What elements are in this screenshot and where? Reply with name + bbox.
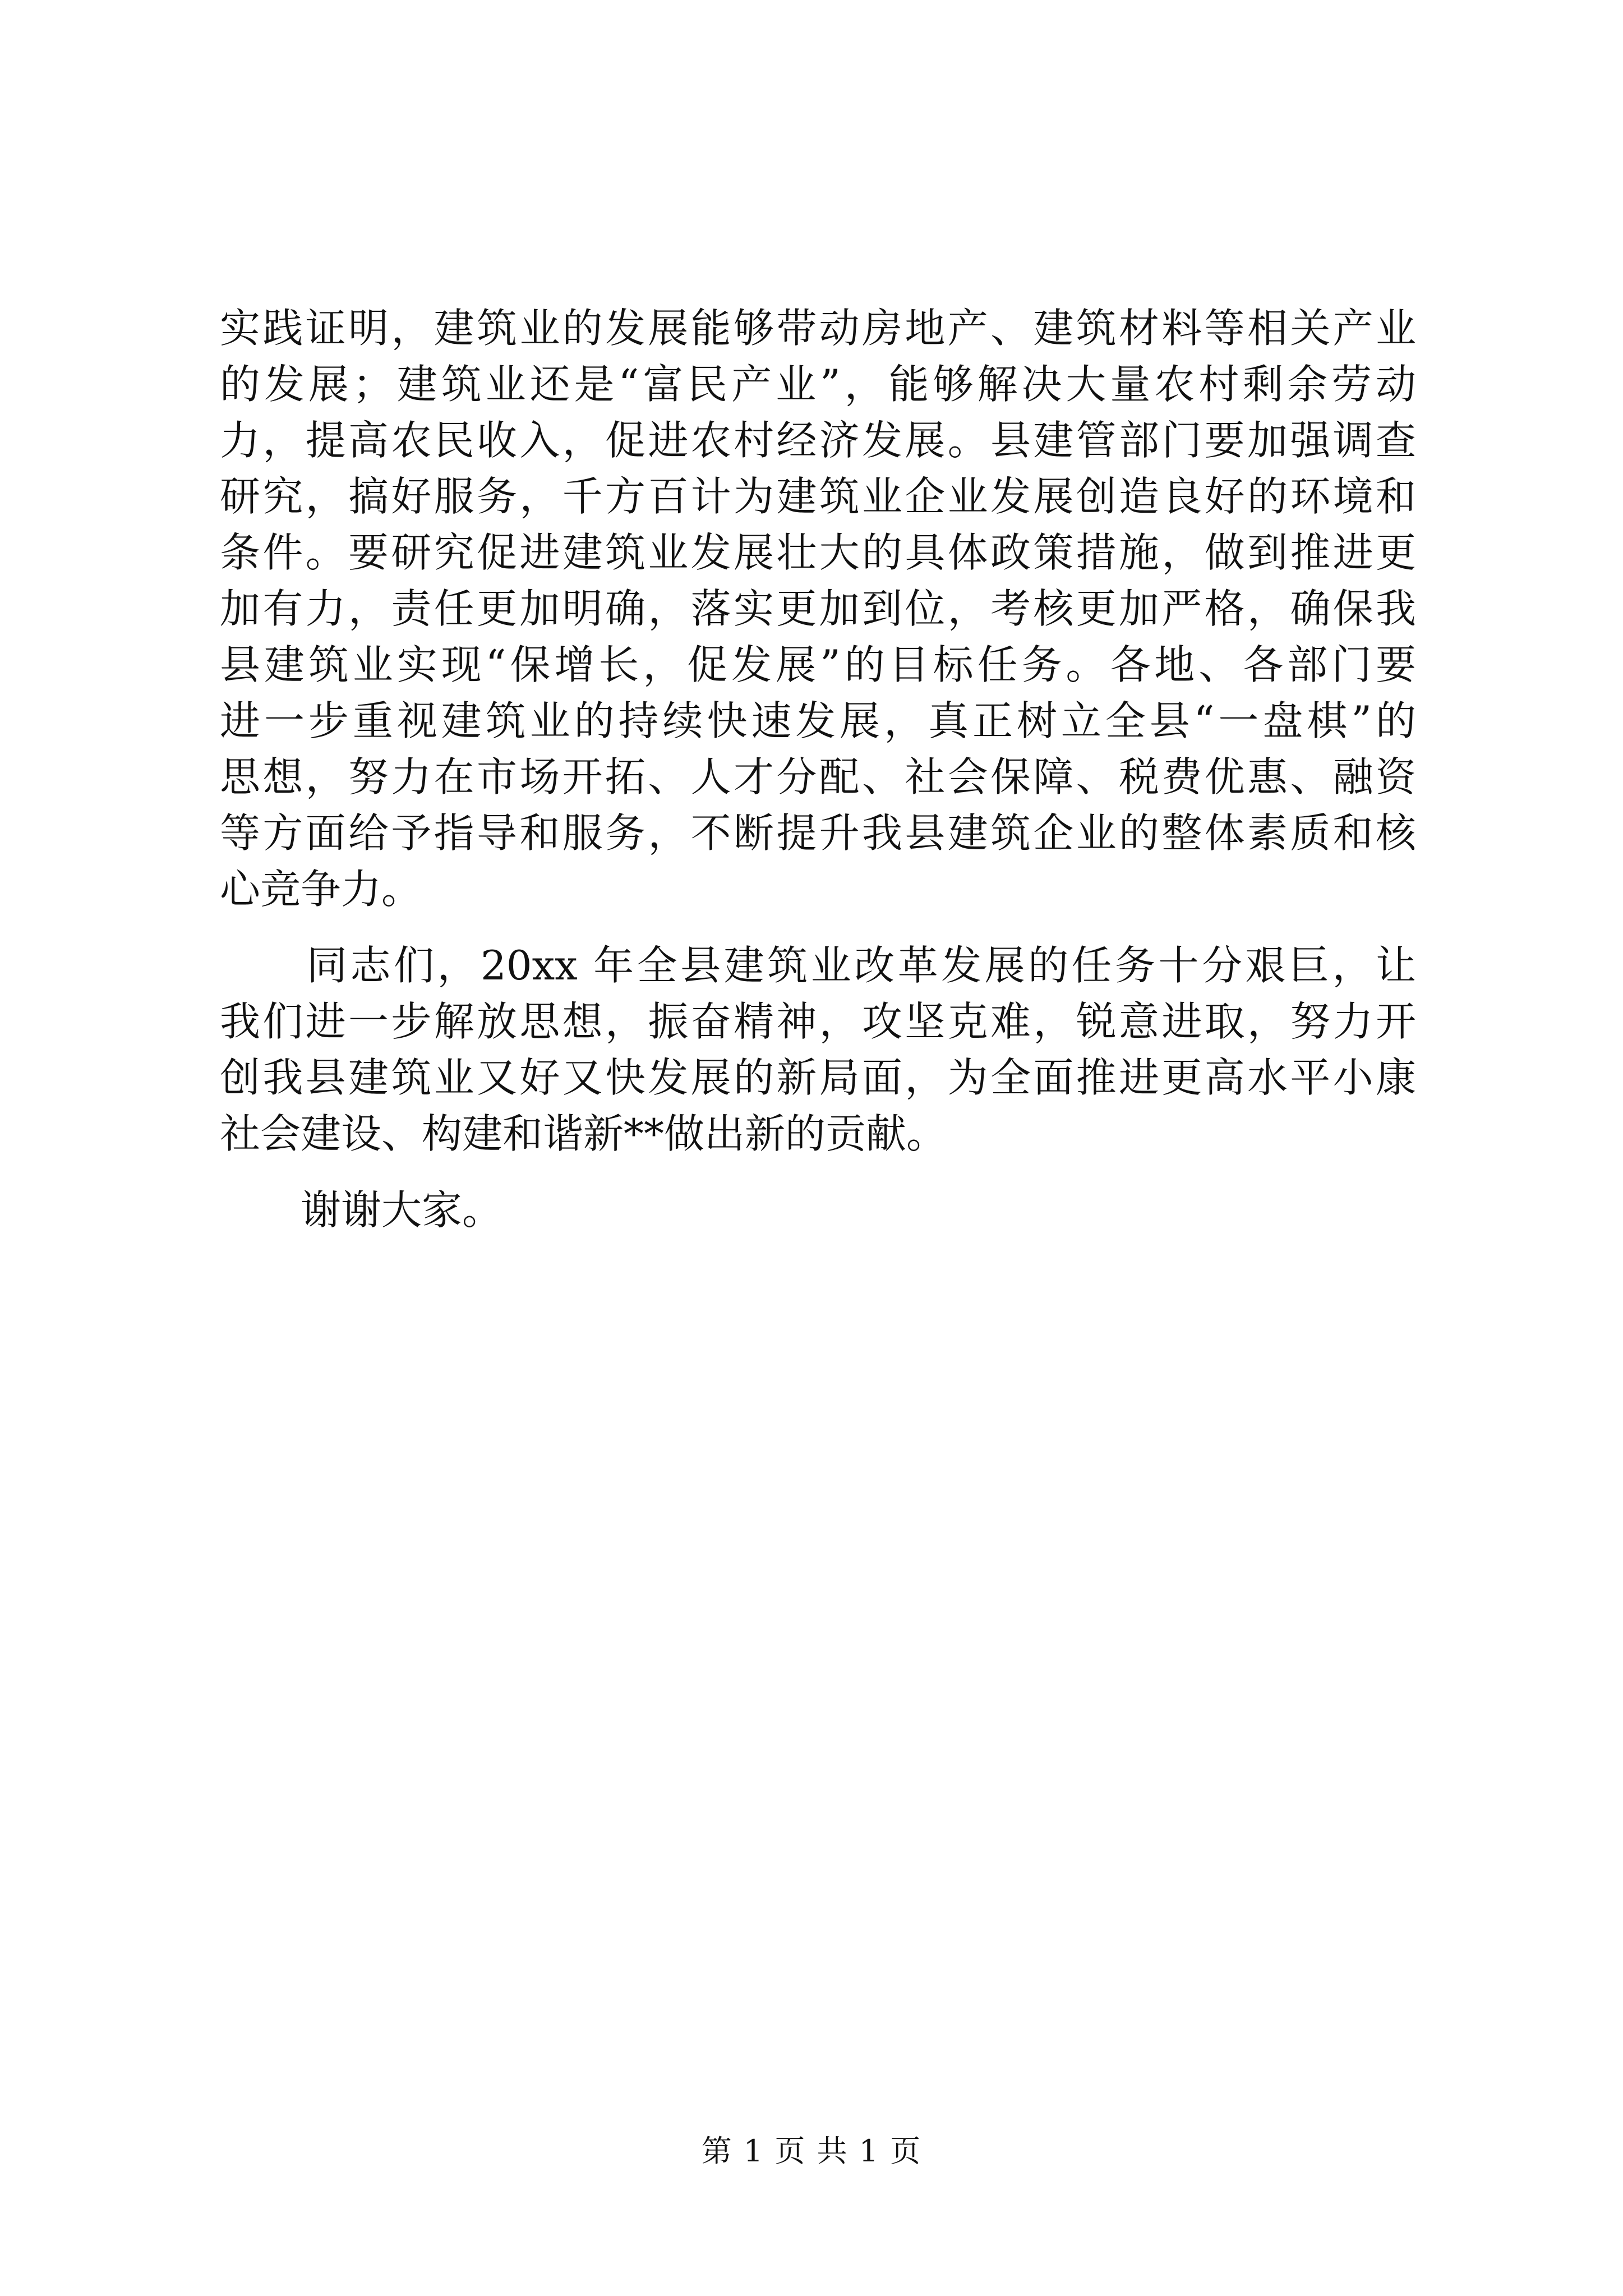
text-line: 我们进一步解放思想，振奋精神，攻坚克难，锐意进取，努力开	[220, 998, 1416, 1045]
text-line: 进一步重视建筑业的持续快速发展，真正树立全县“一盘棋”的	[220, 697, 1416, 744]
text-line: 社会建设、构建和谐新**做出新的贡献。	[220, 1110, 947, 1157]
text-line: 的发展；建筑业还是“富民产业”，能够解决大量农村剩余劳动	[220, 361, 1416, 408]
text-line: 谢谢大家。	[220, 1186, 503, 1234]
text-line: 创我县建筑业又好又快发展的新局面，为全面推进更高水平小康	[220, 1054, 1416, 1101]
text-line: 同志们，20xx 年全县建筑业改革发展的任务十分艰巨，让	[220, 942, 1416, 989]
text-line: 思想，努力在市场开拓、人才分配、社会保障、税费优惠、融资	[220, 753, 1416, 800]
text-line: 加有力，责任更加明确，落实更加到位，考核更加严格，确保我	[220, 585, 1416, 632]
text-line: 县建筑业实现“保增长，促发展”的目标任务。各地、各部门要	[220, 641, 1416, 688]
text-line: 实践证明，建筑业的发展能够带动房地产、建筑材料等相关产业	[220, 305, 1416, 352]
page-footer: 第 1 页 共 1 页	[701, 2133, 922, 2169]
document-body	[220, 300, 1416, 1238]
text-line: 条件。要研究促进建筑业发展壮大的具体政策措施，做到推进更	[220, 529, 1416, 576]
text-line: 等方面给予指导和服务，不断提升我县建筑企业的整体素质和核	[220, 809, 1416, 857]
text-line: 研究，搞好服务，千方百计为建筑业企业发展创造良好的环境和	[220, 473, 1416, 520]
text-line: 力，提高农民收入，促进农村经济发展。县建管部门要加强调查	[220, 417, 1416, 464]
text-line: 心竞争力。	[220, 866, 422, 913]
